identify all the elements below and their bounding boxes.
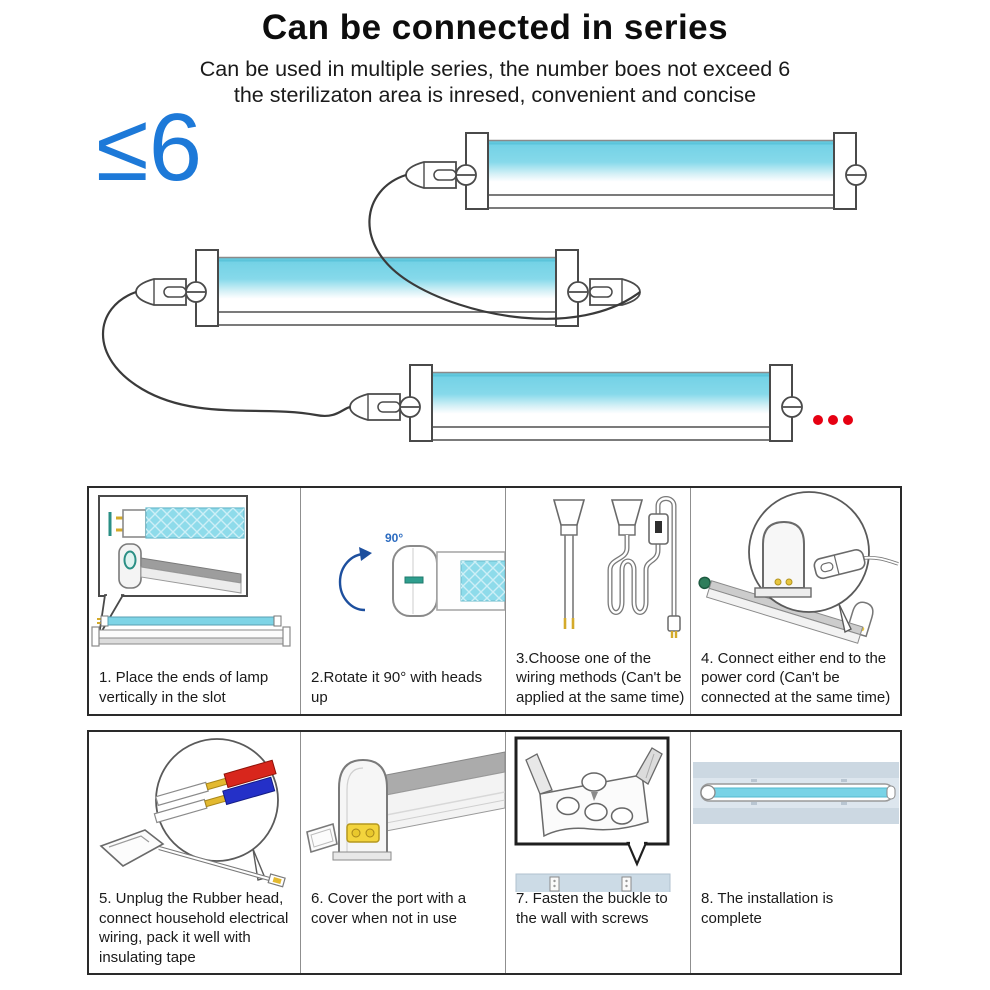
step-caption-3: 3.Choose one of the wiring methods (Can't be applied at the same time) bbox=[516, 649, 685, 706]
step-panel-7 bbox=[505, 732, 690, 973]
lamp-3 bbox=[350, 365, 802, 441]
step-2-illustration bbox=[301, 490, 505, 648]
connector-plug bbox=[406, 162, 456, 188]
lamp-1 bbox=[406, 133, 866, 209]
step-caption-8: 8. The installation is complete bbox=[701, 890, 834, 927]
step-panel-2 bbox=[300, 488, 505, 714]
step-panel-3 bbox=[505, 488, 690, 714]
step-panel-6 bbox=[300, 732, 505, 973]
subtitle-line-2: the sterilizaton area is inresed, convenient and concise bbox=[233, 83, 757, 107]
step-1-illustration bbox=[89, 490, 300, 648]
step-panel-8 bbox=[690, 732, 900, 973]
series-connection-diagram bbox=[0, 105, 990, 480]
connection-cable-2 bbox=[103, 292, 350, 416]
step-4-illustration bbox=[691, 490, 901, 650]
step-5-illustration bbox=[89, 734, 300, 889]
subtitle-line-1: Can be used in multiple series, the number boes not exceed 6 bbox=[199, 57, 791, 81]
step-panel-1 bbox=[89, 488, 300, 714]
connector-plug bbox=[590, 279, 640, 305]
step-7-illustration bbox=[506, 734, 690, 892]
more-lamps-ellipsis bbox=[813, 415, 853, 425]
step-caption-1: 1. Place the ends of lamp vertically in the slot bbox=[99, 669, 269, 706]
step-caption-7: 7. Fasten the buckle to the wall with screws bbox=[516, 890, 668, 927]
step-8-illustration bbox=[691, 734, 901, 884]
steps-row-1 bbox=[87, 486, 902, 716]
step-6-illustration bbox=[301, 734, 505, 889]
max-series-label: ≤6 bbox=[96, 94, 203, 201]
lamp-2 bbox=[136, 250, 640, 326]
step-caption-6: 6. Cover the port with a cover when not in use bbox=[311, 890, 467, 927]
step-caption-2: 2.Rotate it 90° with heads up bbox=[311, 669, 483, 706]
step-3-illustration bbox=[506, 490, 690, 648]
rotation-angle-label: 90° bbox=[385, 531, 404, 545]
step-caption-4: 4. Connect either end to the power cord (Can't be connected at the same time) bbox=[701, 649, 891, 706]
steps-row-2 bbox=[87, 730, 902, 975]
connector-plug bbox=[136, 279, 186, 305]
step-panel-4 bbox=[690, 488, 900, 714]
step-caption-5: 5. Unplug the Rubber head, connect household electrical wiring, pack it well with insulating tape bbox=[99, 890, 289, 966]
connector-plug bbox=[350, 394, 400, 420]
page-title: Can be connected in series bbox=[261, 8, 729, 47]
step-panel-5 bbox=[89, 732, 300, 973]
